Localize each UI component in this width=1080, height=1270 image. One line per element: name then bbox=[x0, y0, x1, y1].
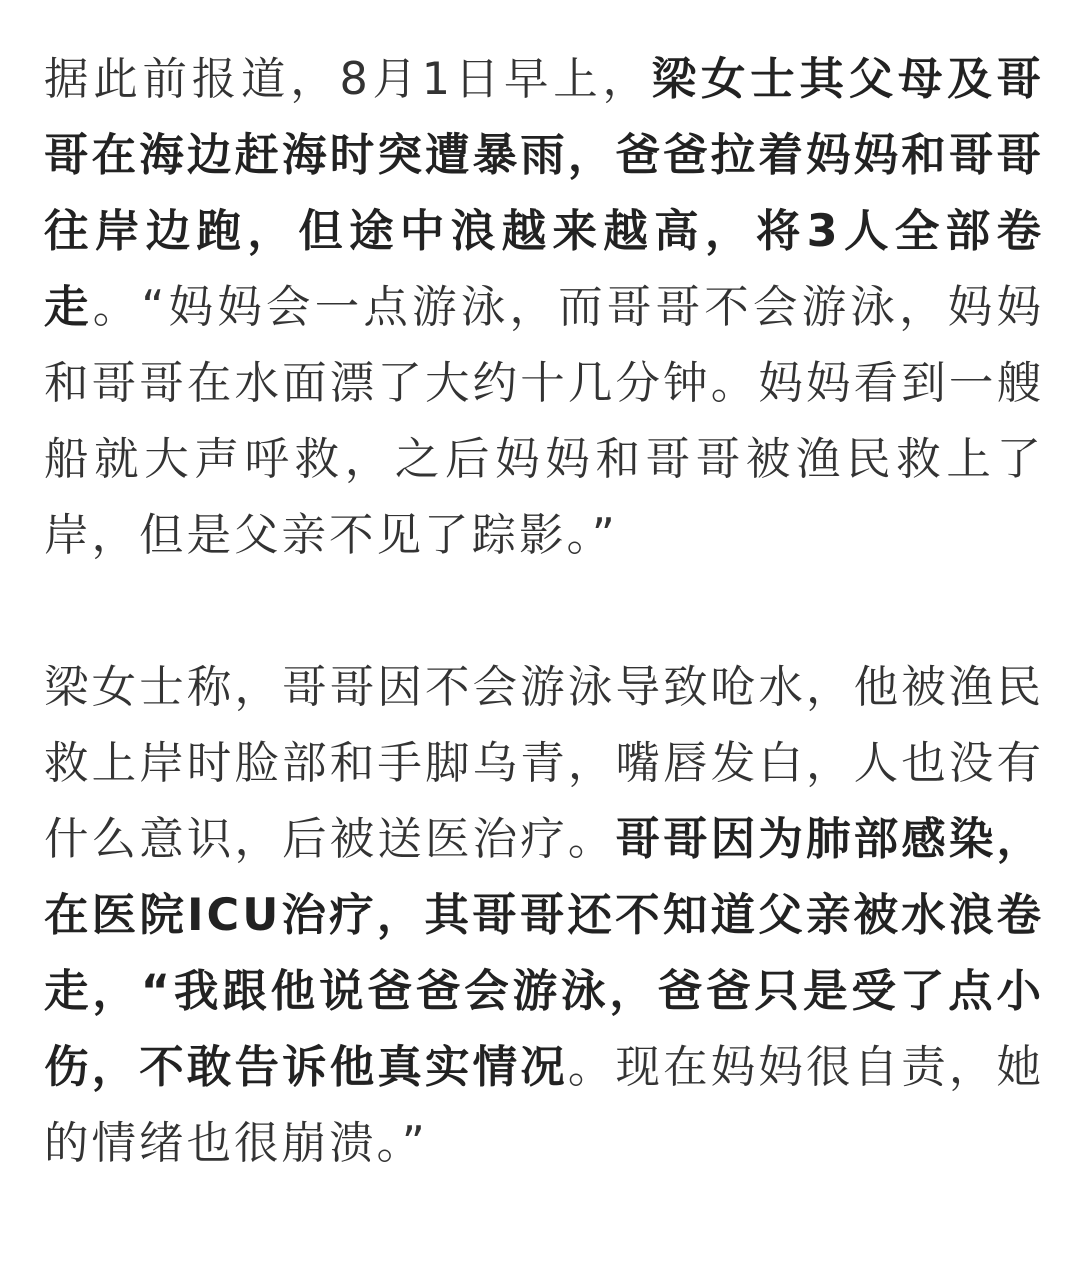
text-segment: 据此前报道，8月1日早上， bbox=[44, 54, 652, 105]
text-segment: 梁女士称，哥哥因不会游泳导致呛水，他被渔民救上岸时脸部和手脚乌青，嘴唇发白，人也没有什么意识，后被送医治疗。 bbox=[44, 662, 1044, 865]
bold-text-segment: 梁女士其父母及哥哥在海边赶海时突遭暴雨，爸爸拉着妈妈和哥哥往岸边跑，但途中浪越来越高，将3人全部卷走 bbox=[44, 54, 1044, 333]
paragraph-1 bbox=[44, 42, 1044, 574]
text-segment: 。现在妈妈很自责，她的情绪也很崩溃。” bbox=[44, 1042, 1044, 1169]
bold-text-segment: 哥哥因为肺部感染，在医院ICU治疗，其哥哥还不知道父亲被水浪卷走，“我跟他说爸爸会游泳，爸爸只是受了点小伤，不敢告诉他真实情况 bbox=[44, 814, 1044, 1093]
paragraph-2 bbox=[44, 650, 1044, 1182]
article-body bbox=[44, 42, 1044, 1182]
text-segment: 。“妈妈会一点游泳，而哥哥不会游泳，妈妈和哥哥在水面漂了大约十几分钟。妈妈看到一艘船就大声呼救，之后妈妈和哥哥被渔民救上了岸，但是父亲不见了踪影。” bbox=[44, 282, 1044, 561]
